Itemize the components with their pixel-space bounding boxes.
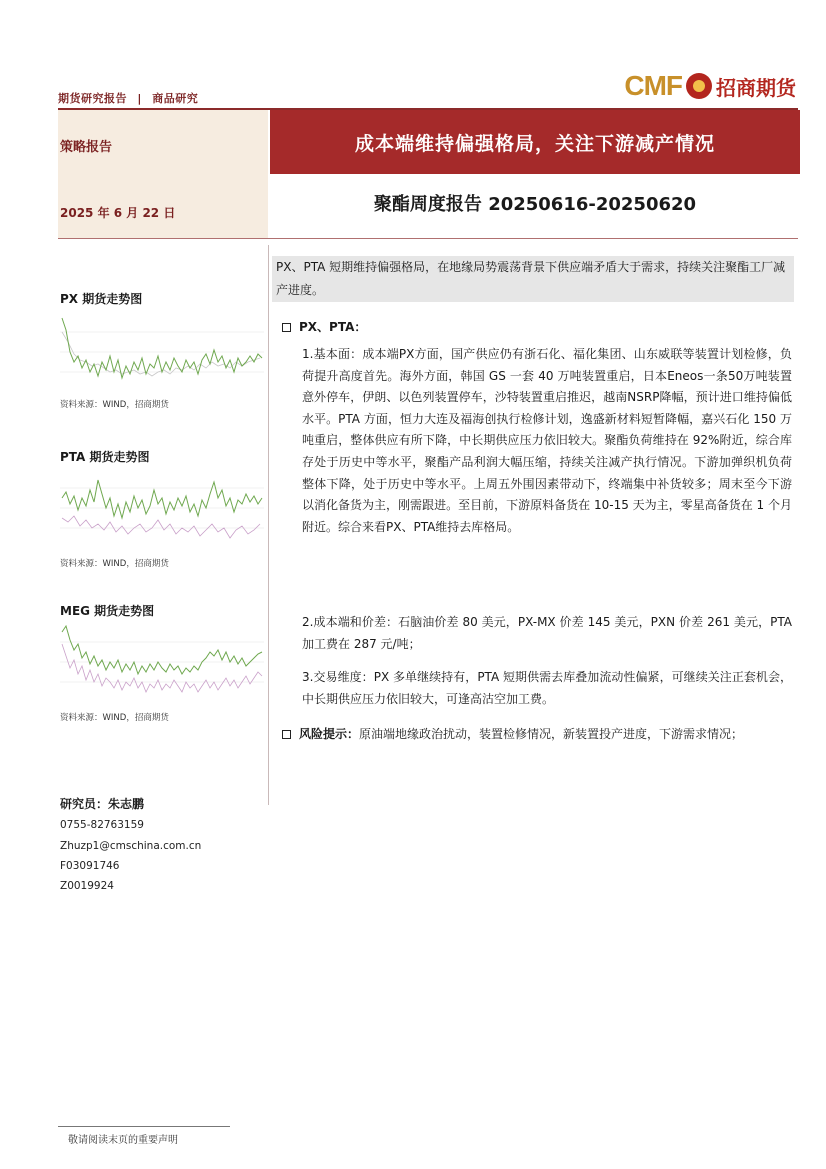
paragraph-trading: 3.交易维度：PX 多单继续持有，PTA 短期供需去库叠加流动性偏紧，可继续关注正套机会，中长期供应压力依旧较大，可逢高沽空加工费。 <box>302 670 792 706</box>
risk-notice <box>282 724 792 746</box>
pta-futures-chart <box>60 468 264 550</box>
chart-grid <box>60 332 264 372</box>
header-separator: | <box>137 92 142 105</box>
company-logo <box>624 70 796 102</box>
meg-futures-chart <box>60 622 264 704</box>
px-futures-chart <box>60 312 264 394</box>
page-title: 成本端维持偏强格局，关注下游减产情况 <box>354 132 715 155</box>
square-bullet-icon <box>282 323 291 332</box>
square-bullet-icon <box>282 730 291 739</box>
pta-series-main <box>62 480 262 518</box>
analyst-email[interactable]: Zhuzp1@cmschina.com.cn <box>60 840 202 852</box>
header-breadcrumb <box>58 90 198 106</box>
analyst-license-f: F03091746 <box>60 860 120 872</box>
logo-emblem-icon <box>686 73 712 99</box>
meg-series-main <box>62 626 262 674</box>
risk-heading: 风险提示： <box>299 727 360 741</box>
analyst-heading: 研究员：朱志鹏 <box>60 797 145 811</box>
section-heading-text: PX、PTA： <box>299 320 367 334</box>
report-date: 2025 年 6 月 22 日 <box>60 206 176 220</box>
analyst-phone: 0755-82763159 <box>60 819 144 831</box>
chart-title-pta: PTA 期货走势图 <box>60 450 150 464</box>
paragraph-fundamentals: 1.基本面：成本端PX方面，国产供应仍有浙石化、福化集团、山东威联等装置计划检修，负荷提升高度首先。海外方面，韩国 GS 一套 40 万吨装置重启，日本Eneos一条50万吨装置意外停车，伊朗、以色列装置停车，沙特装置重启推迟，越南NSRP降幅，预计进口维持偏低水平。PTA 方面，恒力大连及福海创执行检修计划，逸盛新材料短暂降幅，嘉兴石化 150 万吨重启，整体供应有所下降，中长期供应压力依旧较大。聚酯负荷维持在 92%附近，综合库存处于历史中等水平，聚酯产品利润大幅压缩，持续关注减产执行情况。下游加弹织机负荷整体下降，处于历史中等水平。上周五外围因素带动下，终端集中补货较多；周末至今下游以消化备货为主，刚需跟进。至目前，下游原料备货在 10-15 天为主，零星高备货在 1 个月附近。综合来看PX、PTA维持去库格局。 <box>302 347 792 534</box>
page-subtitle: 聚酯周度报告 20250616-20250620 <box>373 194 697 215</box>
chart-title-px: PX 期货走势图 <box>60 292 143 306</box>
logo-cmf-text: CMF <box>624 70 682 101</box>
paragraph-cost-spread: 2.成本端和价差：石脑油价差 80 美元，PX-MX 价差 145 美元，PXN 价差 261 美元，PTA 加工费在 287 元/吨； <box>302 615 792 651</box>
divider <box>58 238 798 239</box>
footer-disclaimer: 敬请阅读末页的重要声明 <box>68 1135 178 1146</box>
pta-series-secondary <box>62 516 260 538</box>
report-type: 期货研究报告 <box>58 92 127 105</box>
chart-source-px: 资料来源：WIND，招商期货 <box>60 400 169 410</box>
chart-grid <box>60 488 264 528</box>
px-series-main <box>62 318 262 378</box>
logo-company-name: 招商期货 <box>716 75 796 100</box>
column-divider <box>268 245 269 805</box>
chart-title-meg: MEG 期货走势图 <box>60 604 155 618</box>
report-category: 商品研究 <box>152 92 199 105</box>
section-px-pta-heading <box>282 318 366 335</box>
report-label: 策略报告 <box>60 140 113 155</box>
chart-source-pta: 资料来源：WIND，招商期货 <box>60 559 169 569</box>
analyst-license-z: Z0019924 <box>60 880 114 892</box>
summary-box: PX、PTA 短期维持偏强格局，在地缘局势震荡背景下供应端矛盾大于需求，持续关注聚酯工厂减产进度。 <box>272 256 794 302</box>
risk-text: 原油端地缘政治扰动，装置检修情况，新装置投产进度，下游需求情况； <box>359 727 744 741</box>
footer-rule <box>58 1126 230 1127</box>
chart-source-meg: 资料来源：WIND，招商期货 <box>60 713 169 723</box>
